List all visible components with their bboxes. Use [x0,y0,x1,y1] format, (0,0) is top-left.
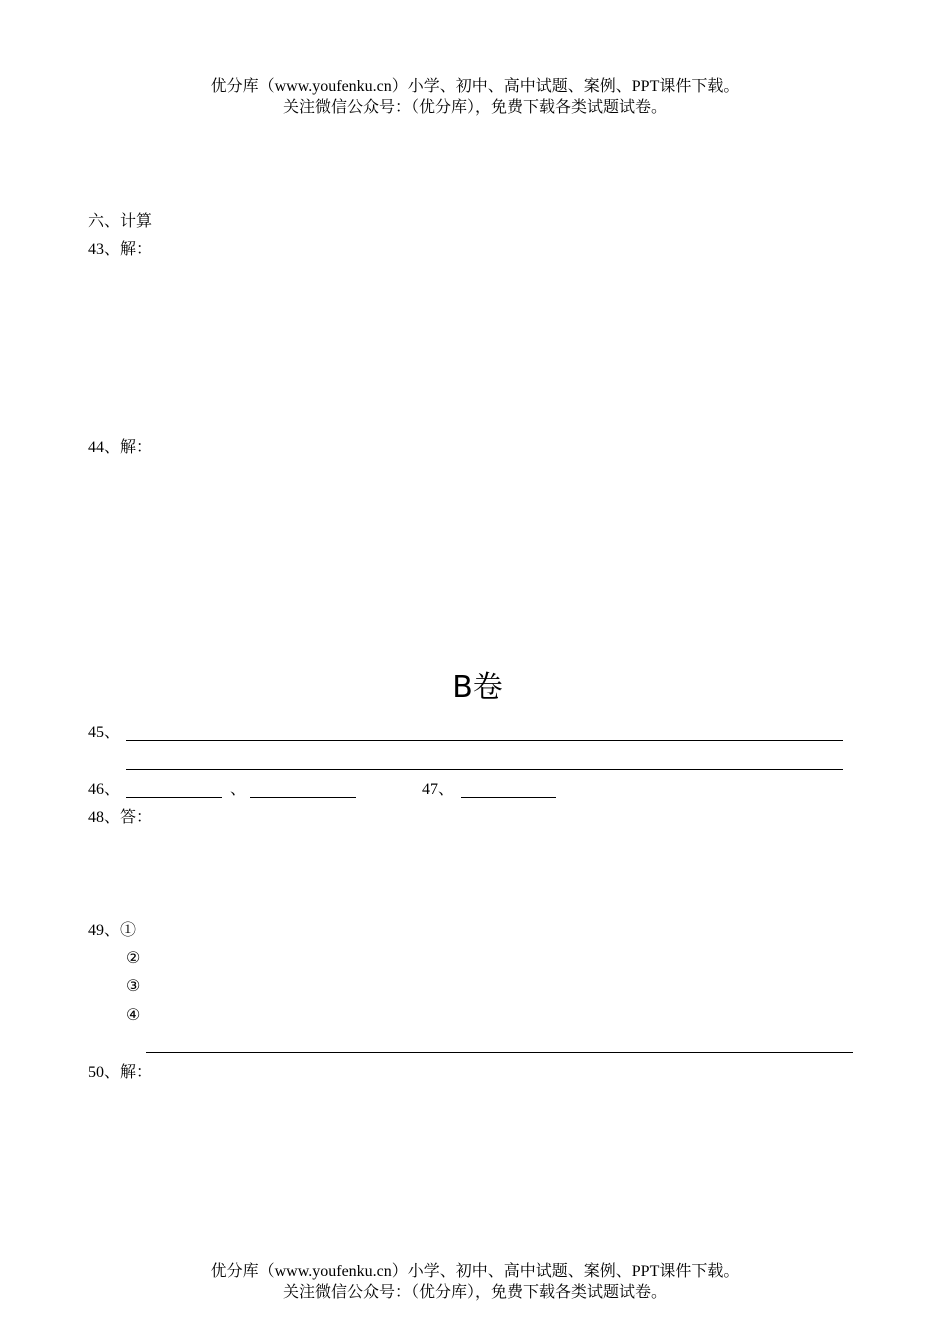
answer-blank-46-b[interactable] [250,797,356,798]
question-48-label: 48、答： [88,809,153,826]
question-49-item-2: ② [126,950,141,967]
question-49-item-3: ③ [126,978,141,995]
question-49-item-4: ④ [126,1007,141,1024]
answer-blank-46-a[interactable] [126,797,222,798]
footer-line-2: 关注微信公众号：（优分库），免费下载各类试题试卷。 [282,1284,667,1301]
answer-line-45-b[interactable] [126,769,843,770]
footer-line-1: 优分库（www.youfenku.cn）小学、初中、高中试题、案例、PPT课件下载。 [210,1263,740,1280]
header-line-1: 优分库（www.youfenku.cn）小学、初中、高中试题、案例、PPT课件下载。 [210,78,740,95]
question-45-label: 45、 [88,724,121,741]
question-50-label: 50、解： [88,1064,153,1081]
question-49-label: 49、① [88,922,137,939]
answer-blank-47[interactable] [461,797,556,798]
header-line-2: 关注微信公众号：（优分库），免费下载各类试题试卷。 [282,99,667,116]
answer-line-49[interactable] [146,1052,853,1053]
question-46-label: 46、 [88,781,121,798]
question-44-label: 44、解： [88,439,153,456]
paper-b-title: B卷 [452,670,503,705]
question-47-label: 47、 [422,781,455,798]
question-46-separator: 、 [230,781,247,798]
section-heading: 六、计算 [88,213,153,230]
question-43-label: 43、解： [88,241,153,258]
answer-line-45-a[interactable] [126,740,843,741]
